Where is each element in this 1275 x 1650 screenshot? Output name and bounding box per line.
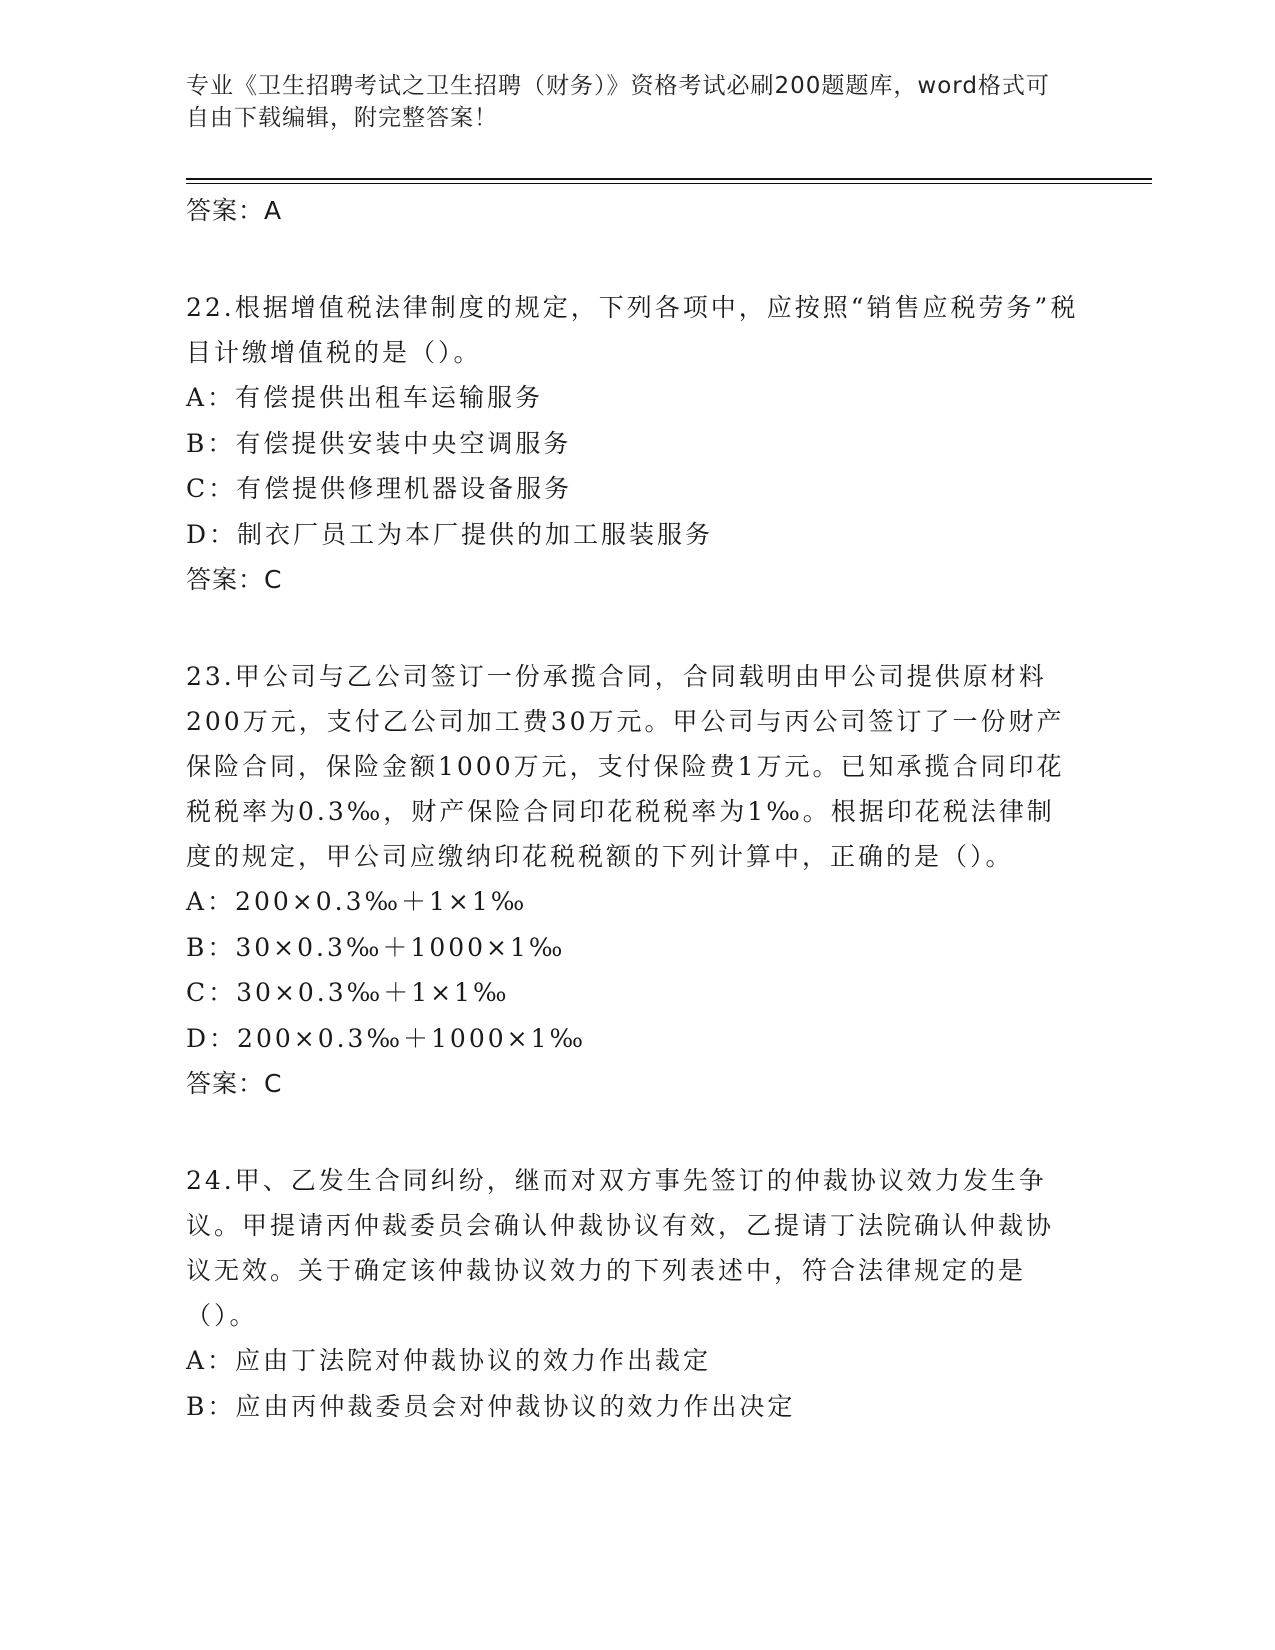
question-stem: 22.根据增值税法律制度的规定，下列各项中，应按照“销售应税劳务”税目计缴增值税的是（）。 xyxy=(186,293,1079,367)
option-a: A：有偿提供出租车运输服务 xyxy=(186,383,544,412)
header-text: 专业《卫生招聘考试之卫生招聘（财务）》资格考试必刷200题题库，word格式可自由下载编辑，附完整答案！ xyxy=(186,73,1050,131)
option-b: B：有偿提供安装中央空调服务 xyxy=(186,428,572,458)
header-rule-thin xyxy=(186,183,1152,184)
question-stem: 24.甲、乙发生合同纠纷，继而对双方事先签订的仲裁协议效力发生争议。甲提请丙仲裁委员会确认仲裁协议有效，乙提请丁法院确认仲裁协议无效。关于确定该仲裁协议效力的下列表述中，符合法律规定的是（）。 xyxy=(186,1166,1055,1330)
question-23 xyxy=(186,654,1086,1107)
document-header xyxy=(186,70,1066,134)
option-c: C：有偿提供修理机器设备服务 xyxy=(186,474,573,503)
option-a: A：200×0.3‰＋1×1‰ xyxy=(186,887,528,916)
option-a: A：应由丁法院对仲裁协议的效力作出裁定 xyxy=(186,1346,712,1375)
option-d: D：200×0.3‰＋1000×1‰ xyxy=(186,1023,587,1053)
question-24 xyxy=(186,1158,1086,1429)
answer-label: 答案：C xyxy=(186,1069,283,1098)
question-gap xyxy=(186,603,1086,654)
option-c: C：30×0.3‰＋1×1‰ xyxy=(186,978,510,1007)
question-gap xyxy=(186,1107,1086,1158)
option-b: B：应由丙仲裁委员会对仲裁协议的效力作出决定 xyxy=(186,1391,796,1421)
question-list xyxy=(186,188,1086,1429)
header-rule-thick xyxy=(186,178,1152,180)
answer-label: 答案：A xyxy=(186,196,283,225)
option-b: B：30×0.3‰＋1000×1‰ xyxy=(186,932,566,962)
answer-label: 答案：C xyxy=(186,565,283,594)
question-22 xyxy=(186,285,1086,603)
option-d: D：制衣厂员工为本厂提供的加工服装服务 xyxy=(186,519,714,549)
question-gap xyxy=(186,234,1086,285)
question-stem: 23.甲公司与乙公司签订一份承揽合同，合同载明由甲公司提供原材料200万元，支付乙公司加工费30万元。甲公司与丙公司签订了一份财产保险合同，保险金额1000万元，支付保险费1万元。已知承揽合同印花税税率为0.3‰，财产保险合同印花税税率为1‰。根据印花税法律制度的规定，甲公司应缴纳印花税税额的下列计算中，正确的是（）。 xyxy=(186,662,1065,871)
